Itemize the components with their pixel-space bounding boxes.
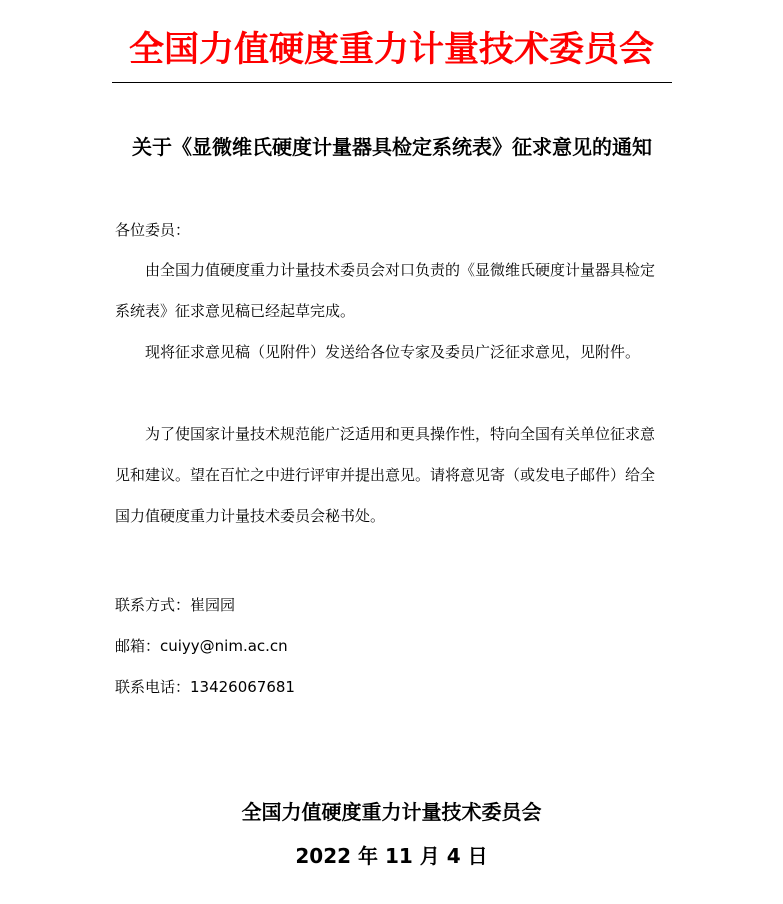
- paragraph-1: 由全国力值硬度重力计量技术委员会对口负责的《显微维氏硬度计量器具检定系统表》征求意见稿已经起草完成。: [115, 261, 656, 320]
- header-divider: [112, 82, 672, 83]
- contact-email: 邮箱：cuiyy@nim.ac.cn: [115, 637, 288, 655]
- contact-phone: 联系电话：13426067681: [115, 678, 295, 696]
- contact-person: 联系方式：崔园园: [115, 596, 236, 614]
- header-org-title: 全国力值硬度重力计量技术委员会: [128, 30, 654, 70]
- notice-title: 关于《显微维氏硬度计量器具检定系统表》征求意见的通知: [132, 135, 652, 159]
- signature-org: 全国力值硬度重力计量技术委员会: [241, 800, 542, 824]
- signature-date: 2022 年 11 月 4 日: [295, 844, 488, 868]
- paragraph-2: 现将征求意见稿（见附件）发送给各位专家及委员广泛征求意见，见附件。: [145, 343, 641, 361]
- salutation: 各位委员：: [115, 221, 191, 239]
- paragraph-3: 为了使国家计量技术规范能广泛适用和更具操作性，特向全国有关单位征求意见和建议。望在百忙之中进行评审并提出意见。请将意见寄（或发电子邮件）给全国力值硬度重力计量技术委员会秘书处。: [115, 425, 656, 525]
